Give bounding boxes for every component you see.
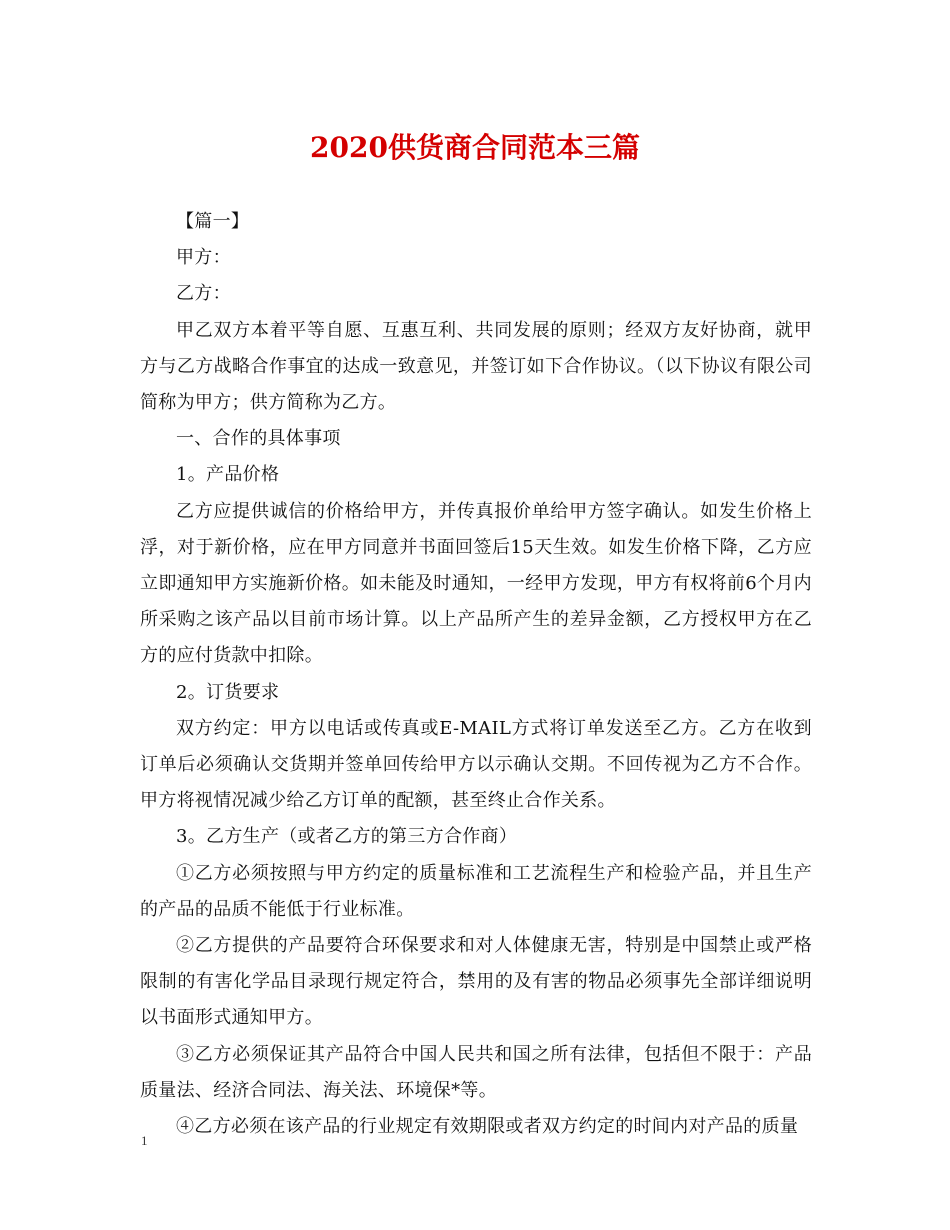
production-item-1: ①乙方必须按照与甲方约定的质量标准和工艺流程生产和检验产品，并且生产的产品的品质不能低于行业标准。	[140, 862, 812, 920]
party-a-line: 甲方：	[176, 247, 231, 269]
section-heading: 【篇一】	[176, 211, 250, 232]
document-body	[140, 204, 812, 1145]
production-item-2: ②乙方提供的产品要符合环保要求和对人体健康无害，特别是中国禁止或严格限制的有害化学品目录现行规定符合，禁用的及有害的物品必须事先全部详细说明以书面形式通知甲方。	[140, 935, 812, 1029]
intro-paragraph: 甲乙双方本着平等自愿、互惠互利、共同发展的原则；经双方友好协商，就甲方与乙方战略合作事宜的达成一致意见，并签订如下合作协议。（以下协议有限公司简称为甲方；供方简称为乙方。	[140, 319, 812, 414]
production-item-4: ④乙方必须在该产品的行业规定有效期限或者双方约定的时间内对产品的质量	[176, 1116, 799, 1138]
party-b-line: 乙方：	[176, 283, 231, 305]
subclause-heading: 1。产品价格	[176, 464, 280, 486]
price-paragraph: 乙方应提供诚信的价格给甲方，并传真报价单给甲方签字确认。如发生价格上浮，对于新价格，应在甲方同意并书面回签后15天生效。如发生价格下降，乙方应立即通知甲方实施新价格。如未能及时通知，一经甲方发现，甲方有权将前6个月内所采购之该产品以目前市场计算。以上产品所产生的差异金额，乙方授权甲方在乙方的应付货款中扣除。	[140, 500, 812, 667]
order-paragraph: 双方约定：甲方以电话或传真或E-MAIL方式将订单发送至乙方。乙方在收到订单后必须确认交货期并签单回传给甲方以示确认交期。不回传视为乙方不合作。甲方将视情况减少给乙方订单的配额，甚至终止合作关系。	[140, 717, 812, 812]
subclause-heading: 3。乙方生产（或者乙方的第三方合作商）	[176, 826, 518, 848]
subclause-heading: 2。订货要求	[176, 681, 280, 703]
document-title: 2020供货商合同范本三篇	[310, 131, 640, 164]
page-number: 1	[141, 1133, 148, 1148]
production-item-3: ③乙方必须保证其产品符合中国人民共和国之所有法律，包括但不限于：产品质量法、经济合同法、海关法、环境保*等。	[140, 1043, 812, 1101]
clause-heading: 一、合作的具体事项	[176, 428, 341, 450]
